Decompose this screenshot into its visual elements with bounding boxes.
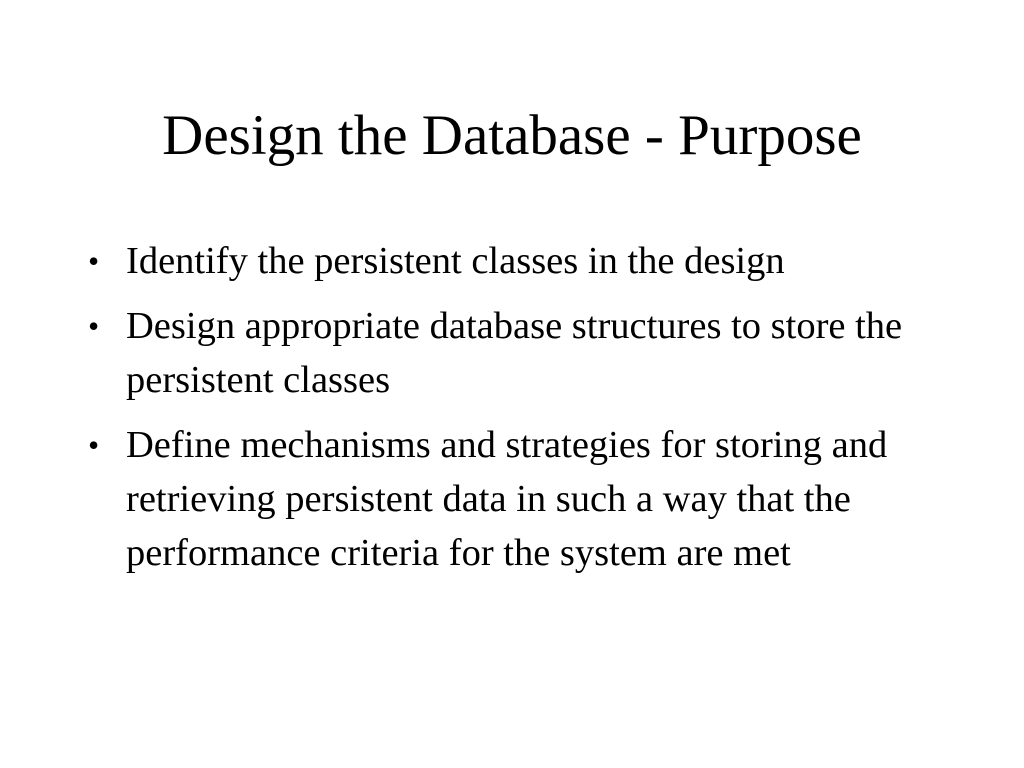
bullet-item-2 xyxy=(88,299,968,407)
bullet-icon: • xyxy=(88,243,100,279)
bullet-text: Define mechanisms and strategies for storing and retrieving persistent data in such a way that the performance criteria for the system are met xyxy=(126,424,888,574)
bullet-text: Design appropriate database structures to store the persistent classes xyxy=(126,305,903,401)
slide-title: Design the Database - Purpose xyxy=(162,104,862,167)
bullet-item-3 xyxy=(88,418,968,580)
bullet-list xyxy=(88,234,968,580)
bullet-text: Identify the persistent classes in the design xyxy=(126,240,785,282)
bullet-icon: • xyxy=(88,427,100,463)
bullet-item-1 xyxy=(88,234,968,288)
bullet-icon: • xyxy=(88,308,100,344)
